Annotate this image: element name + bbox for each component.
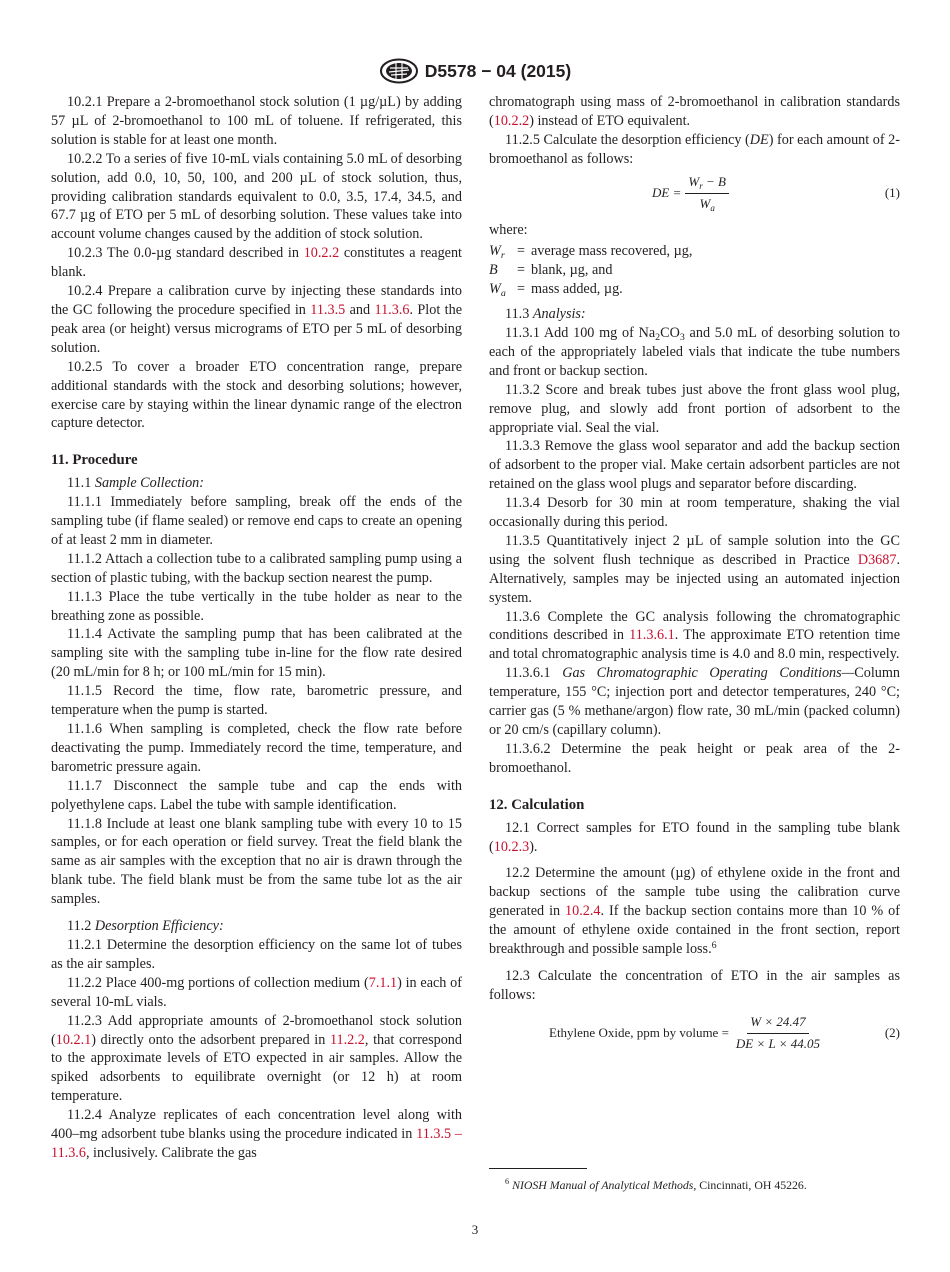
para-11-1-3: 11.1.3 Place the tube vertically in the tube holder as near to the breathing zone as possible. <box>51 588 462 624</box>
para-11-1-8: 11.1.8 Include at least one blank sampling tube with every 10 to 15 samples, or for each operation or field survey. Treat the field blank the same as air samples with the exception that no air is drawn through the blank tube. The field blank must be from the same tube lot as the air samples. <box>51 815 462 908</box>
footnote-text: , Cincinnati, OH 45226. <box>693 1178 807 1192</box>
standard-designation: D5578 − 04 (2015) <box>424 60 572 81</box>
variable-definitions <box>489 242 900 299</box>
para-11-1-2: 11.1.2 Attach a collection tube to a calibrated sampling pump using a section of plastic tubing, with the backup section nearest the pump. <box>51 550 462 586</box>
para-11-1-6: 11.1.6 When sampling is completed, check the flow rate before deactivating the pump. Immediately record the time, temperature, and barometric pressure again. <box>51 721 462 775</box>
equation-2-lhs: Ethylene Oxide, ppm by volume = <box>549 1024 729 1040</box>
definition-row: B = blank, µg, and <box>489 262 613 279</box>
footnote-number: 6 <box>505 1177 510 1186</box>
para-11-1-5: 11.1.5 Record the time, flow rate, barometric pressure, and temperature when the pump is started. <box>51 683 462 719</box>
para-11-2-5: 11.2.5 Calculate the desorption efficiency (DE) for each amount of 2-bromoethanol as follows: <box>489 131 900 167</box>
para-12-1: 12.1 Correct samples for ETO found in the sampling tube blank (10.2.3). <box>489 819 900 855</box>
para-10-2-1: 10.2.1 Prepare a 2-bromoethanol stock solution (1 µg/µL) by adding 57 µL of 2-bromoethanol to 100 mL of toluene. If refrigerated, this solution is stable for at least one month. <box>51 94 462 148</box>
para-11-2-1: 11.2.1 Determine the desorption efficiency on the same lot of tubes as the air samples. <box>51 936 462 972</box>
xref-10-2-3[interactable]: 10.2.3 <box>493 838 530 855</box>
para-11-2-2: 11.2.2 Place 400-mg portions of collection medium (7.1.1) in each of several 10-mL vials. <box>51 974 462 1010</box>
xref-10-2-2[interactable]: 10.2.2 <box>493 112 530 129</box>
equation-2-number: (2) <box>884 1024 900 1040</box>
para-11-3: 11.3 Analysis: <box>505 306 586 323</box>
equation-2-fraction <box>733 1013 823 1054</box>
para-11-3-1: 11.3.1 Add 100 mg of $Na_2CO_3$ and 5.0 mL of desorbing solution to each of the appropriately labeled vials that indicate the tube numbers and front or backup section. <box>489 324 900 379</box>
xref-11-3-5-to-11-3-6[interactable]: 11.3.5 – 11.3.6 <box>51 1126 462 1161</box>
para-11-3-4: 11.3.4 Desorb for 30 min at room temperature, shaking the vial occasionally during this period. <box>489 495 900 531</box>
astm-logo-icon <box>379 58 419 84</box>
para-11-3-5: 11.3.5 Quantitatively inject 2 µL of sample solution into the GC using the solvent flush technique as described in Practice D3687. Alternatively, samples may be injected using an automated injection system. <box>489 532 900 606</box>
xref-10-2-2[interactable]: 10.2.2 <box>303 245 340 262</box>
equation-2-numerator: W × 24.47 <box>747 1013 808 1034</box>
para-continued: chromatograph using mass of 2-bromoethanol in calibration standards (10.2.2) instead of ETO equivalent. <box>489 94 900 129</box>
xref-11-2-2[interactable]: 11.2.2 <box>329 1031 365 1048</box>
page-number: 3 <box>471 1222 479 1237</box>
page-header <box>0 58 950 89</box>
definition-row: $W_r$ = average mass recovered, µg, <box>489 243 693 262</box>
para-12-2: 12.2 Determine the amount (µg) of ethylene oxide in the front and backup sections of the sample tube using the calibration curve generated in 10.2.4. If the backup section contains more than 10 % of the amount of ethylene oxide contained in the front section, report breakthrough and possible sample loss.$^6$ <box>489 865 901 958</box>
xref-d3687[interactable]: D3687 <box>857 551 897 568</box>
xref-11-3-6[interactable]: 11.3.6 <box>374 301 410 318</box>
para-11-2: 11.2 Desorption Efficiency: <box>67 918 224 935</box>
equation-1-numerator: $W_r - B$ <box>685 173 729 194</box>
section-11-heading: 11. Procedure <box>51 452 138 469</box>
left-column <box>51 93 462 1163</box>
para-11-1-7: 11.1.7 Disconnect the sample tube and cap the ends with polyethylene caps. Label the tube with sample identification. <box>51 777 462 813</box>
section-12-heading: 12. Calculation <box>489 796 585 813</box>
para-10-2-5: 10.2.5 To cover a broader ETO concentration range, prepare additional standards with the stock and desorbing solutions; however, exercise care by staying within the linear dynamic range of the electron capture detector. <box>51 358 462 432</box>
xref-7-1-1[interactable]: 7.1.1 <box>368 974 398 991</box>
xref-11-3-6-1[interactable]: 11.3.6.1 <box>629 627 675 644</box>
equation-2 <box>549 1013 900 1054</box>
equation-1-lhs: DE = <box>652 184 682 200</box>
para-10-2-2: 10.2.2 To a series of five 10-mL vials containing 5.0 mL of desorbing solution, add 0.0, 10, 50, 100, and 200 µL of stock solution, thus, providing calibration standards equivalent to 0.0, 3.5, 17.4, 34.5, and 67.7 µg of ETO per 5 mL of desorbing solution. These values take into account volume changes caused by the addition of stock solution. <box>51 150 462 243</box>
xref-11-3-5[interactable]: 11.3.5 <box>310 301 346 318</box>
equation-1-fraction <box>685 173 729 214</box>
where-label: where: <box>489 222 528 239</box>
para-10-2-4: 10.2.4 Prepare a calibration curve by injecting these standards into the GC following the procedure specified in 11.3.5 and 11.3.6. Plot the peak area (or height) versus micrograms of ETO per 5 mL of desorbing solution. <box>51 283 462 356</box>
para-11-3-3: 11.3.3 Remove the glass wool separator and add the backup section of adsorbent to the proper vial. Make certain adsorbent particles are not retained on the glass wool plugs and separator before discarding. <box>489 438 900 493</box>
para-12-3: 12.3 Calculate the concentration of ETO in the air samples as follows: <box>489 967 900 1003</box>
para-11-1-4: 11.1.4 Activate the sampling pump that has been calibrated at the sampling site with the sampling tube in-line for the flow rate desired (20 mL/min for 8 h; or 100 mL/min for 15 min). <box>51 626 462 681</box>
xref-10-2-1[interactable]: 10.2.1 <box>55 1031 92 1048</box>
para-11-1-1: 11.1.1 Immediately before sampling, break off the ends of the sampling tube (if flame sealed) or remove end caps to create an opening of at least 2 mm in diameter. <box>51 494 462 548</box>
footnote-marker[interactable]: 6 <box>711 940 717 952</box>
para-11-2-4: 11.2.4 Analyze replicates of each concentration level along with 400–mg adsorbent tube blanks using the procedure indicated in 11.3.5 – 11.3.6, inclusively. Calibrate the gas <box>51 1107 462 1161</box>
para-11-3-6-2: 11.3.6.2 Determine the peak height or peak area of the 2-bromoethanol. <box>489 740 900 776</box>
equation-1-denominator: $W_a$ <box>699 195 715 213</box>
definition-row: $W_a$ = mass added, µg. <box>489 281 623 300</box>
para-11-3-2: 11.3.2 Score and break tubes just above the front glass wool plug, remove plug, and slowly add front portion of adsorbent to the appropriate vial. Seal the vial. <box>489 381 900 436</box>
equation-2-denominator: DE × L × 44.05 <box>735 1035 821 1051</box>
equation-1 <box>652 173 900 214</box>
para-11-1: 11.1 Sample Collection: <box>67 475 205 492</box>
para-10-2-3: 10.2.3 The 0.0-µg standard described in 10.2.2 constitutes a reagent blank. <box>51 245 462 281</box>
xref-10-2-4[interactable]: 10.2.4 <box>565 903 601 920</box>
footnote-divider <box>489 1168 587 1169</box>
equation-1-number: (1) <box>884 184 900 200</box>
footnote-title: NIOSH Manual of Analytical Methods <box>512 1178 694 1192</box>
footnote <box>505 1178 807 1193</box>
para-11-2-3: 11.2.3 Add appropriate amounts of 2-bromoethanol stock solution (10.2.1) directly onto the adsorbent prepared in 11.2.2, that correspond to the approximate levels of ETO expected in air samples. Allow the spiked adsorbents to equilibrate overnight (or 12 h) at room temperature. <box>51 1012 462 1105</box>
right-column <box>489 93 900 1056</box>
para-11-3-6: 11.3.6 Complete the GC analysis following the chromatographic conditions described in 11.3.6.1. The approximate ETO retention time and total chromatographic analysis time is 4.0 and 8.0 min, respectively. <box>489 608 900 663</box>
para-11-3-6-1: 11.3.6.1 Gas Chromatographic Operating Conditions—Column temperature, 155 °C; injection port and detector temperatures, 240 °C; carrier gas (5 % methane/argon) flow rate, 30 mL/min (packed column) or 20 cm/s (capillary column). <box>489 665 900 738</box>
